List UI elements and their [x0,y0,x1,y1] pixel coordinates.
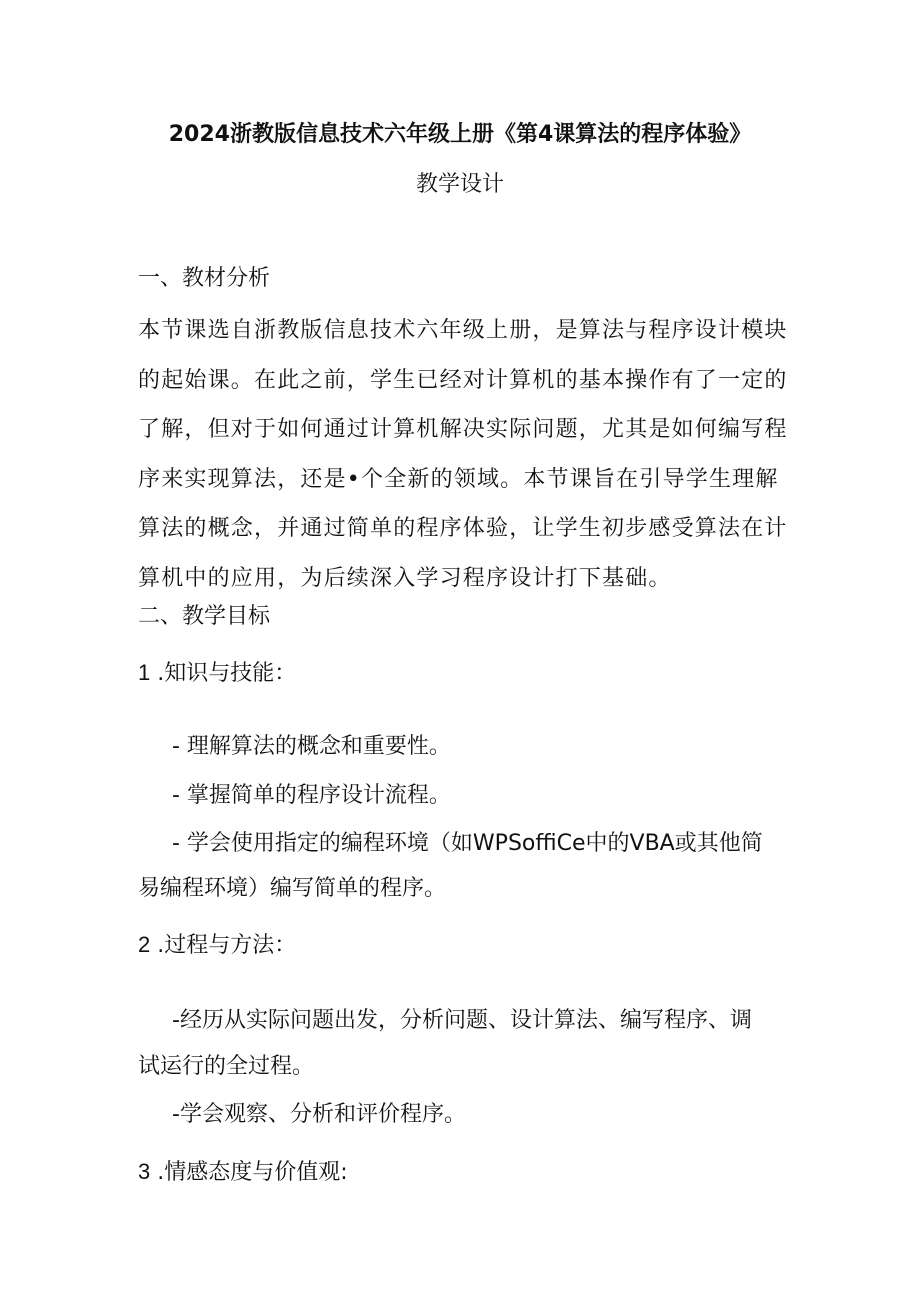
bullet-continuation: 易编程环境）编写简单的程序。 [138,876,447,901]
document-title-line1: 2024浙教版信息技术六年级上册《第4课算法的程序体验》 [168,122,752,147]
paragraph-line: 了解，但对于如何通过计算机解决实际问题，尤其是如何编写程 [138,417,788,442]
section-heading-objectives: 二、教学目标 [138,604,271,629]
item-number: 1 [138,660,151,685]
item-label: .知识与技能： [157,661,297,686]
bullet-continuation: 试运行的全过程。 [138,1054,315,1079]
materials-paragraph [138,306,788,603]
bullet-item: -学会观察、分析和评价程序。 [172,1102,466,1127]
document-title-line2: 教学设计 [415,172,504,197]
paragraph-line: 的起始课。在此之前，学生已经对计算机的基本操作有了一定的 [138,367,788,393]
item-number: 2 [138,932,151,957]
item-number: 3 [138,1159,151,1184]
bullet-item: - 学会使用指定的编程环境（如WPSoffiCe中的VBA或其他简 [172,831,763,856]
item-label: .过程与方法： [157,933,297,958]
section-heading-materials: 一、教材分析 [138,266,271,291]
paragraph-line: 序来实现算法，还是•个全新的领域。本节课旨在引导学生理解 [138,466,779,492]
paragraph-line: 算法的概念，并通过简单的程序体验，让学生初步感受算法在计 [138,516,788,541]
paragraph-line: 算机中的应用，为后续深入学习程序设计打下基础。 [138,565,672,591]
paragraph-line: 本节课选自浙教版信息技术六年级上册，是算法与程序设计模块 [138,318,788,343]
bullet-item: - 理解算法的概念和重要性。 [172,734,451,759]
objective-item-2 [138,930,296,961]
bullet-item: - 掌握简单的程序设计流程。 [172,783,451,808]
objective-item-3 [138,1157,348,1188]
bullet-item: -经历从实际问题出发，分析问题、设计算法、编写程序、调 [172,1008,752,1033]
item-label: .情感态度与价值观: [157,1160,348,1185]
objective-item-1 [138,658,296,689]
